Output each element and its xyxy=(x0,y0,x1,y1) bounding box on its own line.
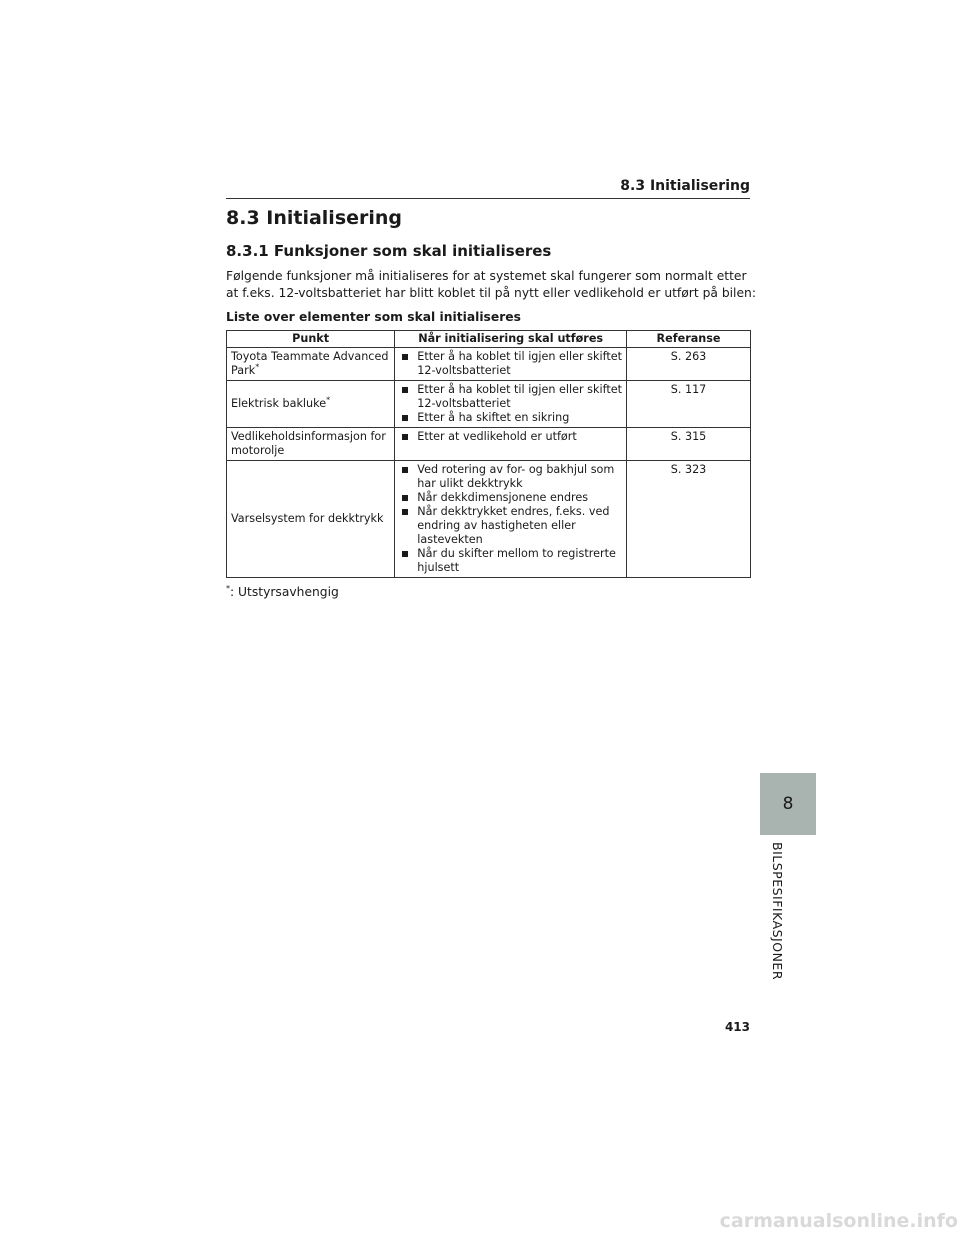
header-when: Når initialisering skal utføres xyxy=(395,331,627,348)
chapter-tab xyxy=(760,773,816,835)
table-header-row xyxy=(227,331,751,348)
ref-cell: S. 323 xyxy=(627,461,751,578)
header-ref: Referanse xyxy=(627,331,751,348)
item-name: Toyota Teammate Advanced Park xyxy=(231,350,389,377)
chapter-tab-label: BILSPESIFIKASJONER xyxy=(770,842,785,981)
header-rule xyxy=(226,198,750,199)
ref-cell: S. 117 xyxy=(627,381,751,428)
square-bullet-icon xyxy=(402,354,408,360)
table-row xyxy=(227,428,751,461)
list-item: Etter at vedlikehold er utført xyxy=(399,430,622,444)
subsection-title: 8.3.1 Funksjoner som skal initialiseres xyxy=(226,242,552,260)
item-cell xyxy=(227,348,395,381)
when-cell xyxy=(395,348,627,381)
item-name: Varselsystem for dekktrykk xyxy=(231,512,384,525)
item-cell xyxy=(227,428,395,461)
list-item: Etter å ha koblet til igjen eller skiftet 12-voltsbatteriet xyxy=(399,350,622,378)
intro-paragraph: Følgende funksjoner må initialiseres for at systemet skal fungerer som normalt etter at f.eks. 12-voltsbatteriet har blitt koblet til på nytt eller vedlikehold er utført på bilen: xyxy=(226,269,756,300)
square-bullet-icon xyxy=(402,434,408,440)
square-bullet-icon xyxy=(402,495,408,501)
square-bullet-icon xyxy=(402,467,408,473)
item-cell xyxy=(227,461,395,578)
list-item: Når dekkdimensjonene endres xyxy=(399,491,622,505)
footnote-text: : Utstyrsavhengig xyxy=(230,585,339,599)
table-row xyxy=(227,461,751,578)
page-number: 413 xyxy=(724,1020,750,1034)
square-bullet-icon xyxy=(402,415,408,421)
when-cell xyxy=(395,461,627,578)
ref-cell: S. 263 xyxy=(627,348,751,381)
running-head: 8.3 Initialisering xyxy=(620,178,750,194)
footnote-marker: * xyxy=(226,583,230,593)
when-cell xyxy=(395,381,627,428)
table-row xyxy=(227,348,751,381)
initialization-table xyxy=(226,330,751,578)
ref-cell: S. 315 xyxy=(627,428,751,461)
list-item: Etter å ha skiftet en sikring xyxy=(399,411,622,425)
square-bullet-icon xyxy=(402,551,408,557)
list-item: Når dekktrykket endres, f.eks. ved endring av hastigheten eller lastevekten xyxy=(399,505,622,547)
header-item: Punkt xyxy=(227,331,395,348)
table-row xyxy=(227,381,751,428)
square-bullet-icon xyxy=(402,509,408,515)
footnote xyxy=(226,585,339,599)
chapter-number: 8 xyxy=(782,794,794,814)
table-caption: Liste over elementer som skal initialiseres xyxy=(226,310,521,324)
watermark: carmanualsonline.info xyxy=(719,1210,958,1232)
list-item: Når du skifter mellom to registrerte hjulsett xyxy=(399,547,622,575)
item-name: Vedlikeholdsinformasjon for motorolje xyxy=(231,430,386,457)
footnote-marker: * xyxy=(326,395,331,405)
list-item: Etter å ha koblet til igjen eller skiftet 12-voltsbatteriet xyxy=(399,383,622,411)
when-cell xyxy=(395,428,627,461)
item-cell xyxy=(227,381,395,428)
footnote-marker: * xyxy=(255,362,260,372)
list-item: Ved rotering av for- og bakhjul som har ulikt dekktrykk xyxy=(399,463,622,491)
square-bullet-icon xyxy=(402,387,408,393)
section-title: 8.3 Initialisering xyxy=(226,207,403,229)
item-name: Elektrisk bakluke xyxy=(231,397,327,410)
